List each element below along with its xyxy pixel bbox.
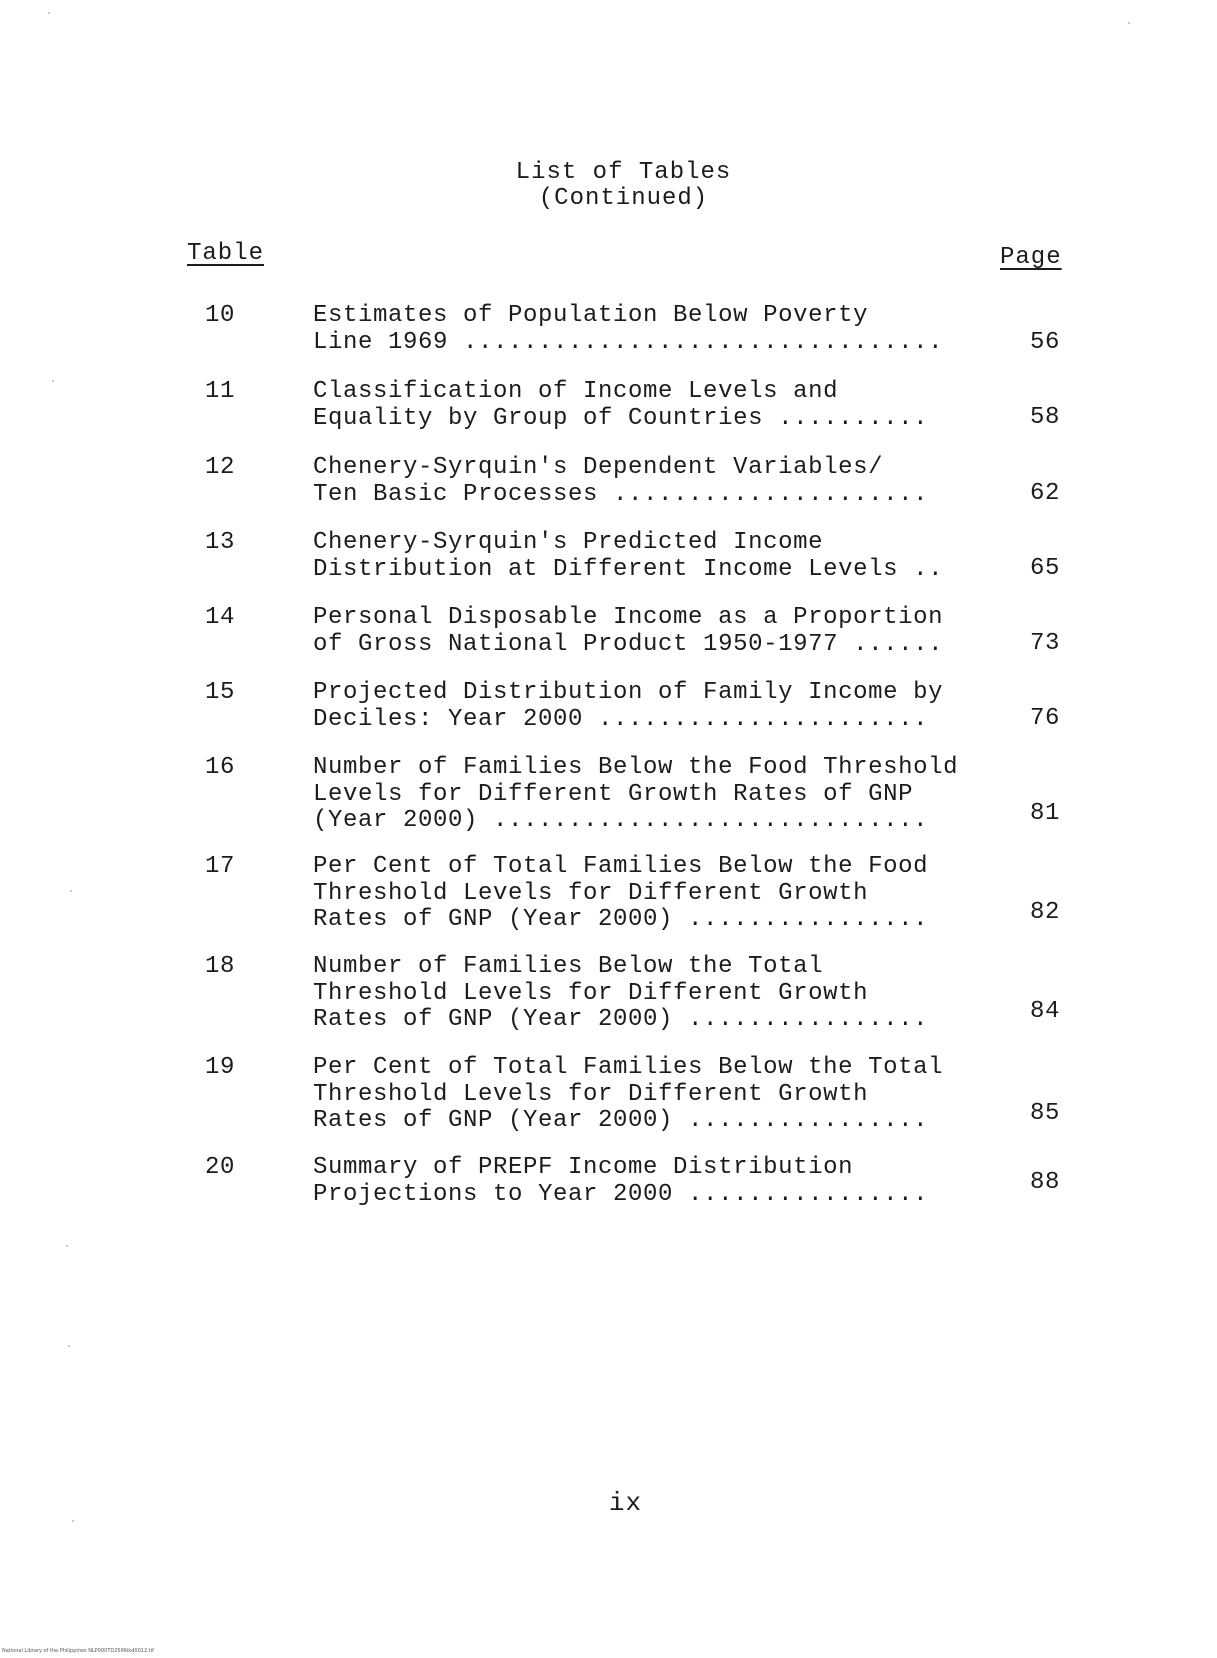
page-ref: 56 — [1029, 329, 1060, 356]
table-title: Summary of PREPF Income Distribution Projections to Year 2000 ................ — [313, 1154, 929, 1208]
page-ref: 76 — [1029, 705, 1060, 732]
page-ref: 58 — [1029, 404, 1060, 431]
scan-speck — [70, 890, 72, 892]
page-ref: 82 — [1029, 899, 1060, 926]
scan-speck — [72, 1520, 74, 1522]
table-number: 19 — [205, 1054, 236, 1081]
scan-speck — [52, 380, 54, 382]
table-number: 13 — [205, 529, 236, 556]
table-number: 17 — [205, 853, 236, 880]
page-ref: 85 — [1029, 1100, 1060, 1127]
table-number: 20 — [205, 1154, 236, 1181]
scan-speck — [66, 1245, 68, 1247]
title-block — [0, 160, 1217, 212]
page-ref: 73 — [1029, 630, 1060, 657]
table-title: Classification of Income Levels and Equality by Group of Countries .......... — [313, 378, 929, 432]
scan-footer: National Library of the Philippines NLP000TD2566ikd0012.tif — [2, 1648, 154, 1654]
table-title: Chenery-Syrquin's Dependent Variables/ Ten Basic Processes ..................... — [313, 454, 929, 508]
table-title: Projected Distribution of Family Income by Deciles: Year 2000 ...................... — [313, 679, 944, 733]
table-number: 14 — [205, 604, 236, 631]
page-subtitle: (Continued) — [538, 185, 709, 212]
page-ref: 88 — [1029, 1169, 1060, 1196]
table-column-header: Table — [187, 240, 265, 267]
table-title: Number of Families Below the Total Threshold Levels for Different Growth Rates of GNP (Year 2000) ................ — [313, 953, 929, 1033]
table-title: Per Cent of Total Families Below the Total Threshold Levels for Different Growth Rates of GNP (Year 2000) ................ — [313, 1054, 944, 1134]
page-title: List of Tables — [515, 159, 732, 186]
page-ref: 65 — [1029, 555, 1060, 582]
table-number: 11 — [205, 378, 236, 405]
table-title: Chenery-Syrquin's Predicted Income Distribution at Different Income Levels .. — [313, 529, 944, 583]
page-column-header: Page — [1000, 244, 1062, 271]
table-number: 16 — [205, 754, 236, 781]
scan-speck — [68, 1345, 70, 1347]
page-ref: 84 — [1029, 998, 1060, 1025]
table-title: Personal Disposable Income as a Proportion of Gross National Product 1950-1977 ...... — [313, 604, 944, 658]
table-title: Number of Families Below the Food Threshold Levels for Different Growth Rates of GNP (Year 2000) ............................. — [313, 754, 959, 834]
table-title: Estimates of Population Below Poverty Line 1969 ................................ — [313, 302, 944, 356]
table-number: 15 — [205, 679, 236, 706]
table-title: Per Cent of Total Families Below the Food Threshold Levels for Different Growth Rates of GNP (Year 2000) ................ — [313, 853, 929, 933]
page-ref: 81 — [1029, 800, 1060, 827]
table-number: 18 — [205, 953, 236, 980]
scan-speck — [48, 12, 50, 14]
page-ref: 62 — [1029, 480, 1060, 507]
page-number: ix — [608, 1488, 643, 1518]
table-number: 12 — [205, 454, 236, 481]
table-number: 10 — [205, 302, 236, 329]
scan-speck — [1128, 22, 1130, 24]
